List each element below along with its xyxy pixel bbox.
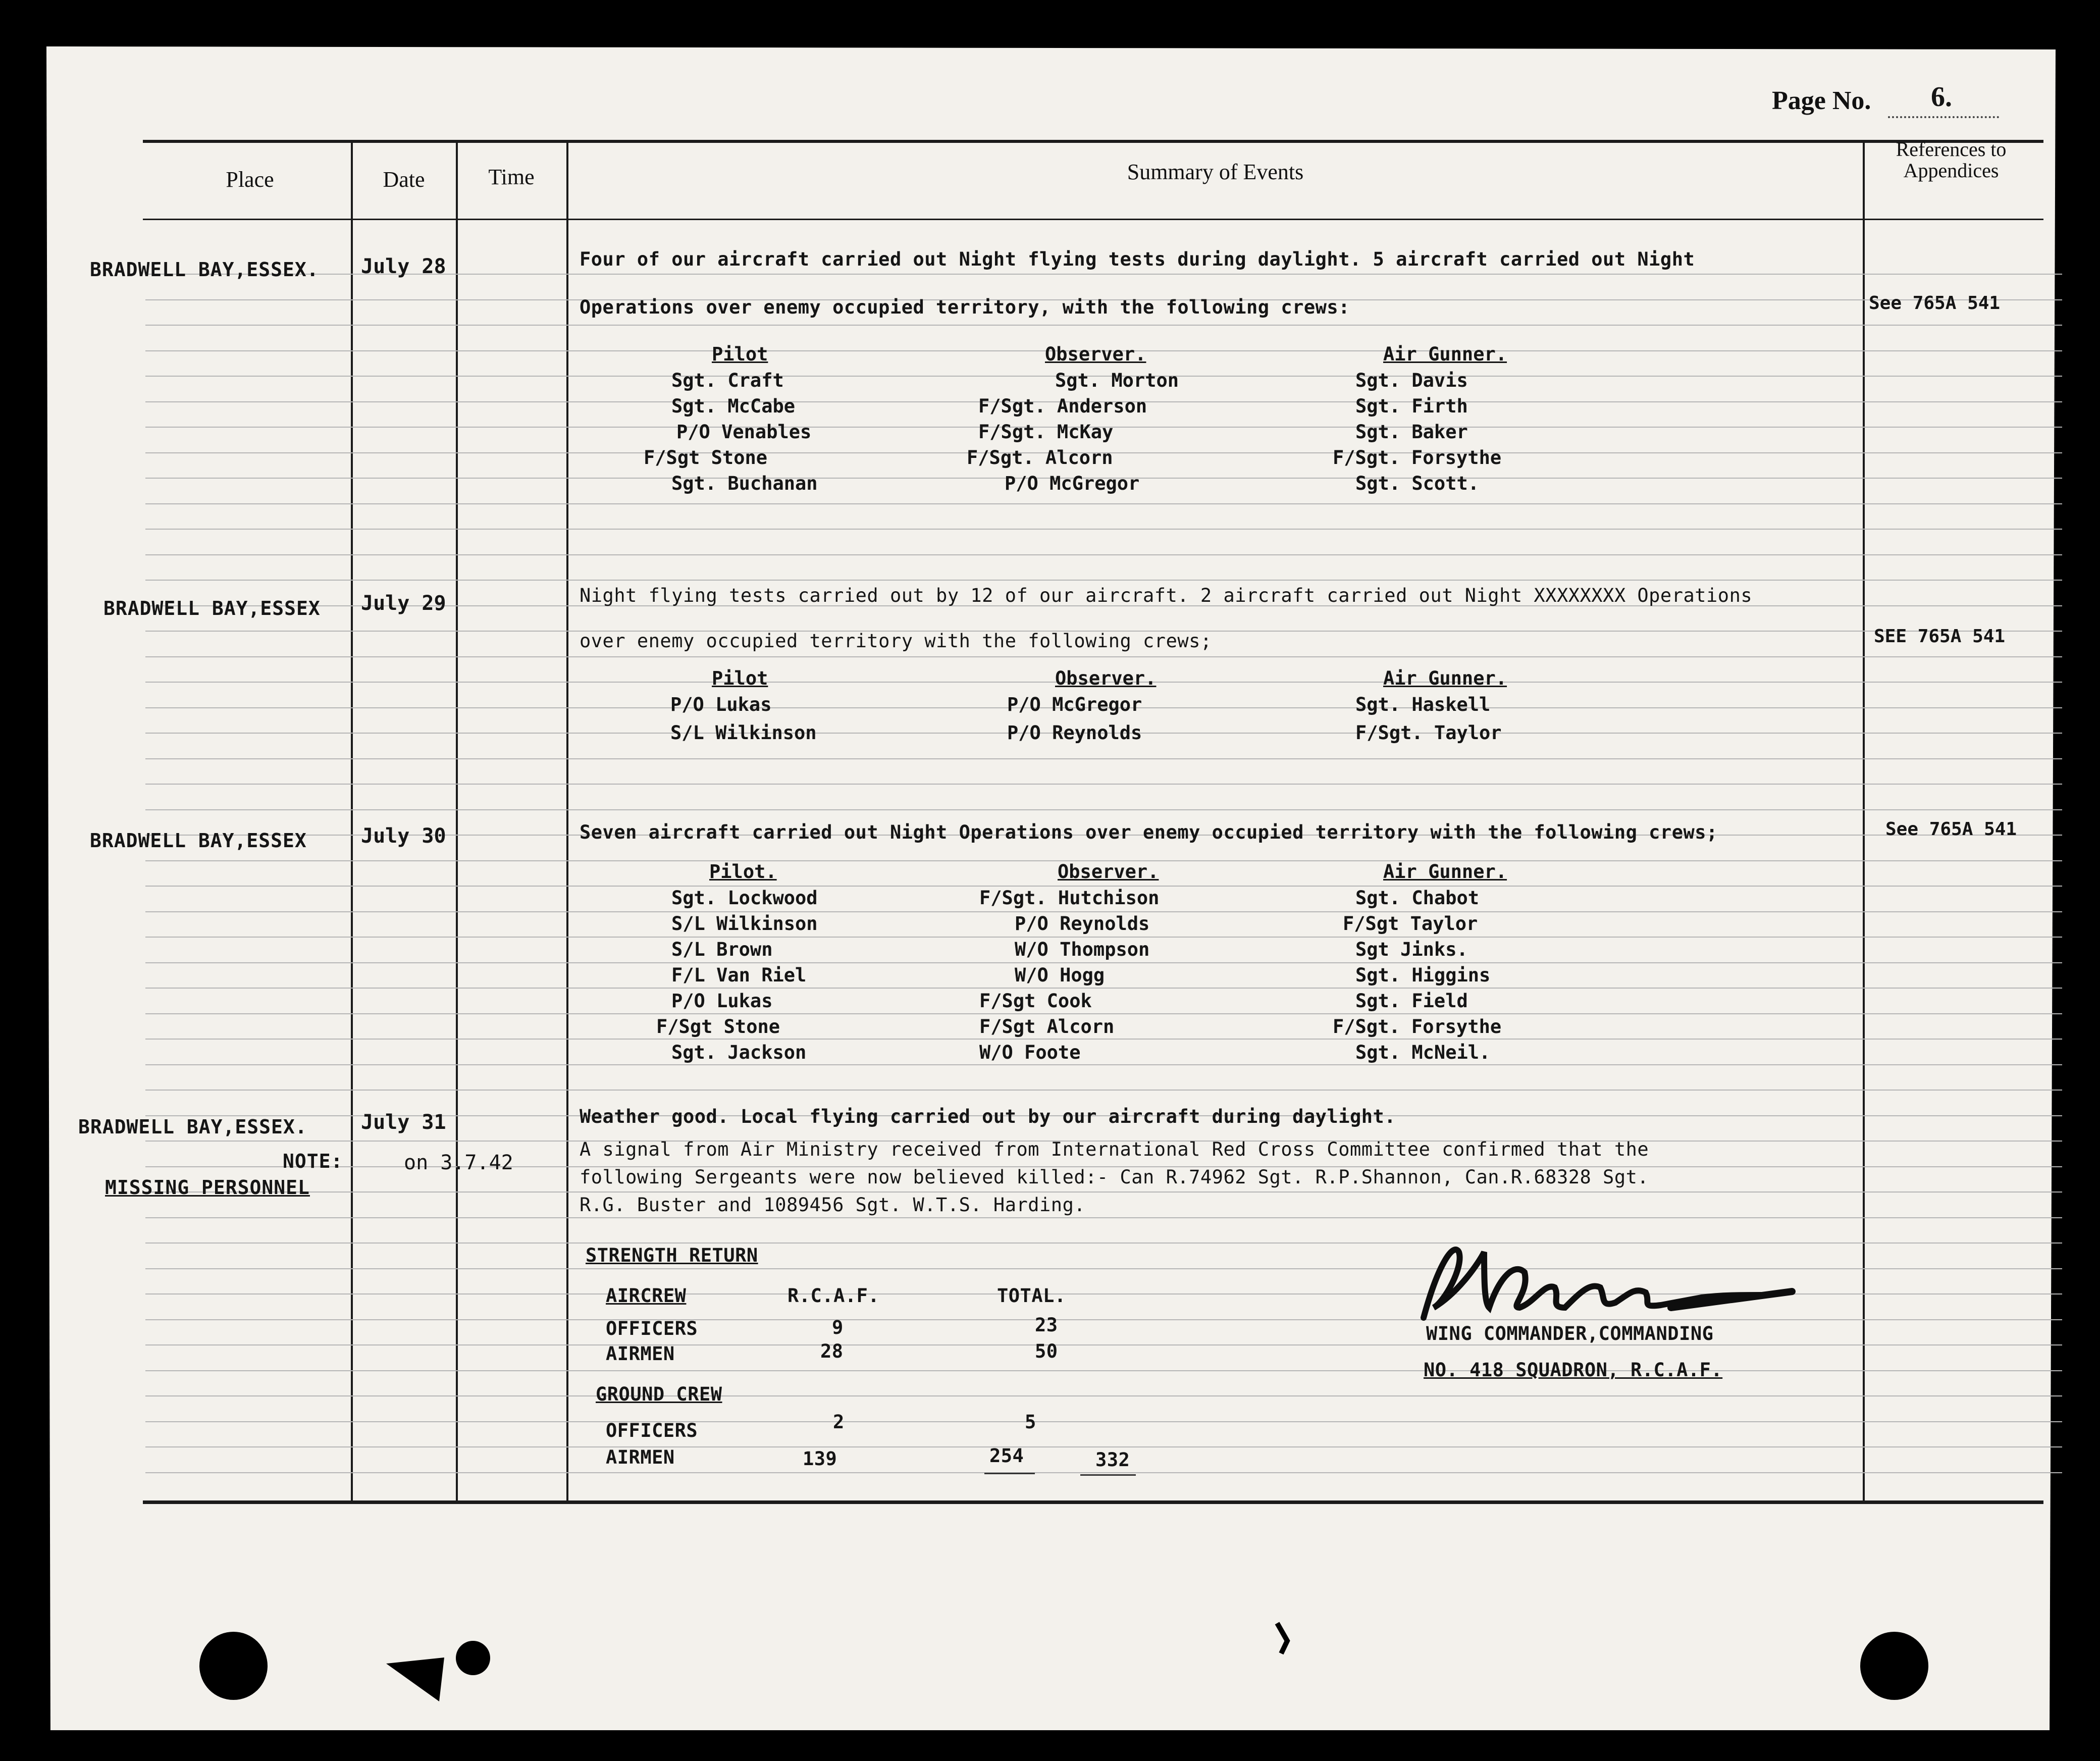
page-number-value: 6.	[1931, 81, 1952, 113]
strength-col-rcaf: R.C.A.F.	[788, 1285, 880, 1307]
strength-row-label: AIRMEN	[606, 1343, 675, 1365]
strength-grand-total: 332	[1095, 1449, 1130, 1471]
crew-cell: F/Sgt. Anderson	[978, 395, 1147, 417]
crew-table	[636, 861, 1595, 1078]
strength-row-label: OFFICERS	[606, 1420, 698, 1441]
header-summary: Summary of Events	[1127, 160, 1304, 184]
summary-line: Four of our aircraft carried out Night flying tests during daylight. 5 aircraft carried out Night	[580, 248, 1695, 270]
crew-cell: W/O Thompson	[1015, 939, 1150, 960]
commanding-officer-signature	[1408, 1232, 1812, 1338]
ledger-rule	[145, 1446, 2062, 1447]
header-time: Time	[488, 165, 535, 189]
crew-header-observer: Observer.	[1045, 343, 1146, 365]
crew-cell: F/Sgt. Hutchison	[979, 887, 1160, 909]
crew-cell: Sgt. Field	[1355, 990, 1468, 1012]
punch-hole	[1860, 1632, 1928, 1700]
strength-rcaf-value: 9	[832, 1317, 844, 1338]
col-divider-place	[351, 141, 353, 1501]
entry-date: July 30	[361, 824, 446, 848]
ledger-rule	[145, 325, 2062, 326]
crew-cell: Sgt Jinks.	[1355, 939, 1468, 960]
header-date: Date	[383, 167, 425, 192]
entry-date: July 29	[361, 592, 446, 615]
crew-cell: F/Sgt Stone	[656, 1016, 780, 1038]
crew-cell: S/L Brown	[671, 939, 773, 960]
note-line: R.G. Buster and 1089456 Sgt. W.T.S. Harding.	[580, 1194, 1086, 1216]
crew-cell: F/Sgt Stone	[644, 447, 768, 469]
col-divider-summary	[1863, 141, 1865, 1501]
strength-rcaf-value: 139	[803, 1448, 837, 1470]
entry-place: BRADWELL BAY,ESSEX	[90, 830, 307, 852]
entry-place: BRADWELL BAY,ESSEX	[103, 597, 321, 619]
crew-header-pilot: Pilot.	[709, 861, 777, 883]
ledger-rule	[145, 656, 2062, 657]
crew-header-pilot: Pilot	[712, 667, 768, 689]
page-number-dots	[1888, 116, 1999, 118]
strength-ground-label: GROUND CREW	[596, 1383, 722, 1405]
ledger-rule	[145, 529, 2062, 530]
appendix-reference: SEE 765A 541	[1874, 626, 2006, 647]
crew-cell: Sgt. Craft	[671, 370, 784, 391]
page-number-label: Page No.	[1772, 86, 1871, 115]
crew-cell: Sgt. McNeil.	[1355, 1042, 1491, 1063]
crew-header-observer: Observer.	[1058, 861, 1159, 883]
crew-cell: F/Sgt Cook	[979, 990, 1092, 1012]
crew-cell: F/Sgt. Forsythe	[1333, 447, 1502, 469]
ledger-rule	[145, 1192, 2062, 1193]
ledger-rule	[145, 1344, 2062, 1345]
crew-cell: F/Sgt. Taylor	[1355, 722, 1502, 744]
crew-cell: W/O Foote	[979, 1042, 1081, 1063]
ledger-rule	[145, 1090, 2062, 1091]
crew-header-gunner: Air Gunner.	[1383, 343, 1507, 365]
crew-table	[636, 343, 1595, 505]
header-rule	[143, 219, 2043, 220]
strength-title: STRENGTH RETURN	[586, 1245, 758, 1266]
appendix-reference: See 765A 541	[1885, 819, 2017, 840]
note-line: A signal from Air Ministry received from International Red Cross Committee confirmed that the	[580, 1138, 1649, 1160]
summary-line: Night flying tests carried out by 12 of our aircraft. 2 aircraft carried out Night XXXXXXXX Operations	[580, 585, 1753, 606]
crew-cell: P/O McGregor	[1007, 694, 1142, 715]
crew-cell: Sgt. Scott.	[1355, 473, 1480, 494]
punch-hole	[199, 1632, 268, 1700]
signature-title-line2: NO. 418 SQUADRON, R.C.A.F.	[1424, 1359, 1723, 1381]
ledger-rule	[145, 1370, 2062, 1371]
strength-col-total: TOTAL.	[997, 1285, 1066, 1307]
note-line: following Sergeants were now believed killed:- Can R.74962 Sgt. R.P.Shannon, Can.R.68328 Sgt.	[580, 1166, 1649, 1188]
crew-cell: Sgt. Haskell	[1355, 694, 1491, 715]
strength-total-value: 254	[989, 1445, 1024, 1467]
crew-header-gunner: Air Gunner.	[1383, 861, 1507, 883]
crew-cell: Sgt. Chabot	[1355, 887, 1480, 909]
strength-aircrew-label: AIRCREW	[606, 1285, 687, 1307]
crew-cell: Sgt. McCabe	[671, 395, 796, 417]
appendix-reference: See 765A 541	[1869, 293, 2001, 314]
strength-total-value: 5	[1025, 1411, 1036, 1433]
ledger-rule	[145, 1472, 2062, 1473]
top-rule	[143, 140, 2043, 143]
crew-cell: F/Sgt. Alcorn	[967, 447, 1113, 469]
crew-cell: P/O Venables	[676, 421, 812, 443]
punch-hole	[456, 1641, 490, 1675]
strength-total-value: 23	[1035, 1314, 1058, 1336]
summary-line: Seven aircraft carried out Night Operations over enemy occupied territory with the following crews;	[580, 821, 1718, 843]
crew-cell: Sgt. Lockwood	[671, 887, 818, 909]
strength-row-label: OFFICERS	[606, 1318, 698, 1339]
crew-cell: Sgt. Davis	[1355, 370, 1468, 391]
crew-header-gunner: Air Gunner.	[1383, 667, 1507, 689]
crew-cell: F/Sgt Alcorn	[979, 1016, 1115, 1038]
crew-cell: P/O Reynolds	[1007, 722, 1142, 744]
crew-header-pilot: Pilot	[712, 343, 768, 365]
crew-cell: Sgt. Firth	[1355, 395, 1468, 417]
summary-line: Operations over enemy occupied territory, with the following crews:	[580, 296, 1350, 318]
crew-cell: P/O Reynolds	[1015, 913, 1150, 935]
bottom-rule	[143, 1500, 2043, 1504]
ledger-rule	[145, 784, 2062, 785]
crew-cell: F/Sgt. McKay	[978, 421, 1114, 443]
summary-line: Weather good. Local flying carried out by our aircraft during daylight.	[580, 1106, 1396, 1127]
col-divider-time	[566, 141, 568, 1501]
crew-cell: P/O Lukas	[671, 990, 773, 1012]
crew-cell: F/Sgt. Forsythe	[1333, 1016, 1502, 1038]
strength-total-value: 50	[1035, 1340, 1058, 1362]
note-date: on 3.7.42	[404, 1151, 513, 1174]
ledger-rule	[145, 1217, 2062, 1218]
crew-cell: W/O Hogg	[1015, 964, 1105, 986]
crew-cell: Sgt. Buchanan	[671, 473, 818, 494]
entry-date: July 28	[361, 255, 446, 278]
crew-cell: Sgt. Morton	[1055, 370, 1179, 391]
crew-cell: Sgt. Higgins	[1355, 964, 1491, 986]
crew-cell: F/Sgt Taylor	[1343, 913, 1478, 935]
ledger-rule	[145, 809, 2062, 810]
crew-cell: F/L Van Riel	[671, 964, 807, 986]
ledger-rule	[145, 1395, 2062, 1396]
triangle-mark	[384, 1653, 449, 1704]
crew-cell: S/L Wilkinson	[671, 913, 818, 935]
col-divider-date	[456, 141, 458, 1501]
strength-rcaf-value: 2	[833, 1411, 845, 1433]
crew-cell: S/L Wilkinson	[670, 722, 817, 744]
signature-title-line1: WING COMMANDER,COMMANDING	[1426, 1323, 1714, 1344]
grand-total-underline	[1080, 1474, 1136, 1476]
note-missing-personnel: MISSING PERSONNEL	[105, 1176, 310, 1199]
total-underline	[984, 1473, 1035, 1474]
entry-place: BRADWELL BAY,ESSEX.	[90, 258, 319, 281]
crew-cell: P/O Lukas	[670, 694, 772, 715]
crew-cell: Sgt. Baker	[1355, 421, 1468, 443]
header-place: Place	[226, 167, 274, 192]
ledger-rule	[145, 758, 2062, 759]
summary-line: over enemy occupied territory with the following crews;	[580, 630, 1212, 652]
crew-table	[636, 667, 1595, 753]
crew-header-observer: Observer.	[1055, 667, 1157, 689]
header-references: References to Appendices	[1896, 138, 2007, 182]
entry-place: BRADWELL BAY,ESSEX.	[78, 1116, 307, 1138]
strength-row-label: AIRMEN	[606, 1446, 675, 1468]
strength-rcaf-value: 28	[820, 1340, 844, 1362]
entry-date: July 31	[361, 1111, 446, 1134]
note-label: NOTE:	[283, 1150, 343, 1172]
ledger-rule	[145, 1421, 2062, 1422]
ledger-rule	[145, 580, 2062, 581]
tick-mark	[1272, 1621, 1292, 1656]
crew-cell: P/O McGregor	[1005, 473, 1140, 494]
crew-cell: Sgt. Jackson	[671, 1042, 807, 1063]
ledger-rule	[145, 554, 2062, 555]
